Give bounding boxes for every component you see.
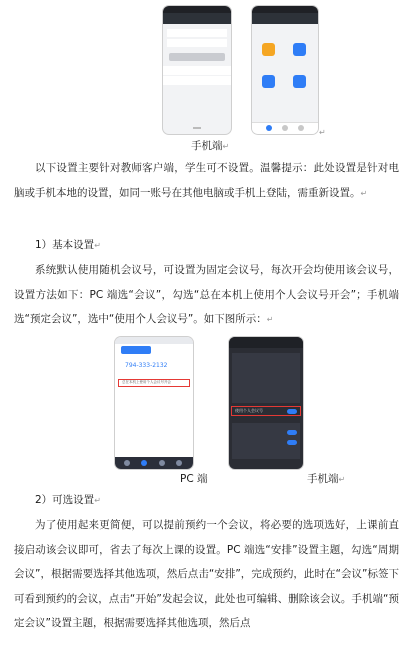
join-icon [293,43,306,56]
toggle-switch-icon [287,440,297,445]
basic-settings-paragraph: 系统默认使用随机会议号，可设置为固定会议号，每次开会均使用该会议号，设置方法如下：PC 端选“会议”，勾选“总在本机上使用个人会议号开会”；手机端选“预定会议”，选中“使用个人会议号”。如下图所示：↵ [14,264,399,325]
toolbar-icon [141,460,147,466]
meeting-id: 794-333-2132 [125,362,168,369]
nav-bar [229,337,303,348]
schedule-meeting-screenshot [229,337,303,469]
toggle-switch-icon [287,430,297,435]
nav-bar [163,13,231,24]
personal-id-checkbox-highlight [118,379,190,387]
title-bar [115,337,193,344]
bottom-phone-caption: 手机端↵ [307,473,346,485]
toggle-switch-icon [287,409,297,414]
schedule-icon [262,75,275,88]
nav-bar [252,13,318,24]
input-field [167,39,227,47]
home-screenshot [252,6,318,134]
tab-dot-icon [266,125,272,131]
option-row [163,76,231,85]
new-meeting-icon [262,43,275,56]
pc-meeting-screenshot [115,337,193,469]
option-row [163,66,231,75]
home-indicator [193,127,201,129]
optional-settings-paragraph: 为了使用起来更简便，可以提前预约一个会议，将必要的选项选好，上课前直接启动该会议即可，省去了每次上课的设置。PC 端选“安排”设置主题，勾选“周期会议”，根据需要选择其他选项，然后点击“安排”，完成预约，此时在“会议”标签下可看到预约的会议，点击“开始”发起会议，此处也可编辑、删除该会议。手机端“预定会议”设置主题，根据需要选择其他选项，然后点 [14,519,399,629]
note-paragraph: 以下设置主要针对教师客户端，学生可不设置。温馨提示：此处设置是针对电脑或手机本地的设置，如同一账号在其他电脑或手机上登陆，需重新设置。↵ [14,162,399,199]
share-screen-icon [293,75,306,88]
heading-basic-settings: 1）基本设置↵ [35,239,101,251]
toolbar-icon [176,460,182,466]
settings-list [232,353,300,403]
toggle-label: 使用个人会议号 [235,408,263,413]
personal-id-row-highlight [231,406,301,416]
heading-optional-settings: 2）可选设置↵ [35,494,101,506]
status-bar [252,6,318,13]
tab-personal-meeting [121,346,151,354]
pc-caption: PC 端 [180,473,208,485]
tab-dot-icon [282,125,288,131]
join-meeting-screenshot [163,6,231,134]
top-phone-caption: 手机端↵ [191,140,230,152]
join-button [169,53,225,61]
tab-dot-icon [298,125,304,131]
toolbar-icon [124,460,130,466]
input-field [167,29,227,37]
paragraph-mark: ↵ [319,128,326,137]
checkbox-label: 总在本机上使用个人会议号开会 [122,380,171,384]
toolbar-icon [159,460,165,466]
status-bar [163,6,231,13]
